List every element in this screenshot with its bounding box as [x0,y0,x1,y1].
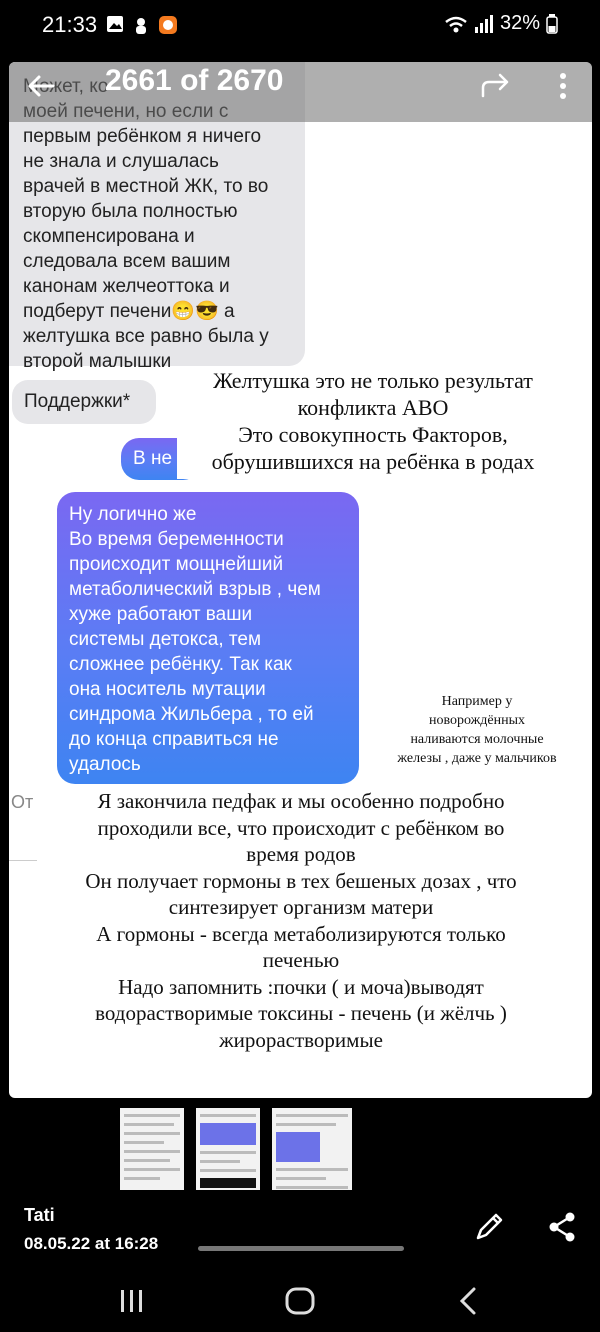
image-viewer [9,62,592,1098]
bubble-line: системы детокса, тем [69,629,262,650]
share-icon[interactable] [546,1210,578,1244]
status-bar [0,0,600,52]
wifi-icon [444,14,468,34]
bubble-line: следовала всем вашим [23,251,231,272]
overlay-line: конфликта АВО [297,395,449,420]
author-name: Tati [24,1205,55,1225]
back-nav-icon[interactable] [456,1286,480,1316]
overlay-jaundice [177,367,569,479]
bubble-line: канонам желчеоттока и [23,276,230,297]
bubble-line: врачей в местной ЖК, то во [23,176,269,197]
notification-icons [106,15,178,35]
recent-apps-icon[interactable] [118,1288,146,1314]
overlay-line: новорождённых [428,713,526,728]
bubble-line: не знала и слушалась [23,151,219,172]
bubble-line: синдрома Жильбера , то ей [69,704,314,725]
bubble-line: хуже работают ваши [69,604,253,625]
bubble-line: подберут печени😁😎 а [23,301,235,322]
incoming-bubble-support: Поддержки* [12,380,156,424]
bubble-line: Ну логично же [69,504,197,525]
bubble-line: Во время беременности [69,529,284,550]
overlay-line: Желтушка это не только результат [213,368,533,393]
bubble-line: желтушка все равно была у [23,326,269,347]
overlay-line: наливаются молочные [410,732,544,747]
overlay-line: Надо запомнить :почки ( и моча)выводят [118,974,484,999]
overlay-line: А гормоны - всегда метаболизируются только [96,921,506,946]
status-time: 21:33 [42,12,98,37]
overlay-line: водорастворимые токсины - печень (и жёлчь ) [95,1001,507,1025]
signal-icon [474,14,494,34]
thumbnail[interactable] [120,1108,184,1190]
bubble-line: сложнее ребёнку. Так как [69,654,292,675]
bubble-line: скомпенсирована и [23,226,195,247]
forward-icon[interactable] [479,68,513,102]
bubble-line: второй малышки [23,351,172,372]
bubble-line: происходит мощнейший [69,554,284,575]
bubble-line: первым ребёнком я ничего [23,126,262,147]
photo-date: 08.05.22 at 16:28 [24,1234,159,1253]
bubble-line: вторую была полностью [23,201,238,222]
orange-app-icon [158,15,178,35]
back-arrow-icon[interactable] [23,68,59,104]
overlay-line: Например у [441,694,513,709]
viewer-top-bar [9,62,592,122]
gallery-notification-icon [106,15,124,33]
partial-text-ot: От [11,792,34,812]
overlay-line: обрушившихся на ребёнка в родах [211,449,535,474]
overlay-line: Это совокупность Факторов, [238,422,508,447]
outgoing-bubble-small: В не [121,438,201,480]
overlay-line: синтезирует организм матери [168,895,434,919]
overlay-line: Он получает гормоны в тех бешеных дозах , что [85,868,517,893]
overlay-line: печенью [262,948,340,972]
outgoing-bubble-text [69,502,359,777]
outgoing-bubble-large [57,492,359,784]
thumbnail-selected[interactable] [196,1108,260,1190]
overlay-line: жирорастворимые [219,1027,383,1052]
app-notification-icon [132,15,150,35]
edit-pencil-icon[interactable] [472,1208,508,1244]
overlay-line: проходили все, что происходит с ребёнком во [97,815,505,840]
image-counter: 2661 of 2670 [105,64,284,97]
bubble-line: она носитель мутации [69,679,266,700]
more-options-icon[interactable] [553,68,573,104]
overlay-line: Я закончила педфак и мы особенно подробно [97,789,505,813]
scrubber-bar[interactable] [198,1246,404,1251]
overlay-line: время родов [246,842,356,866]
battery-percent: 32% [499,12,540,34]
overlay-pedfak [37,788,565,1060]
bubble-line: удалось [69,754,141,775]
thumbnail-strip[interactable] [120,1108,352,1190]
overlay-example [381,692,573,772]
thumbnail[interactable] [272,1108,352,1190]
home-icon[interactable] [284,1286,316,1316]
system-nav-bar [0,1268,600,1332]
bubble-line: до конца справиться не [69,729,279,750]
bubble-line: метаболический взрыв , чем [69,579,321,600]
overlay-line: железы , даже у мальчиков [397,751,557,766]
battery-icon [546,14,558,34]
status-right [444,12,558,35]
